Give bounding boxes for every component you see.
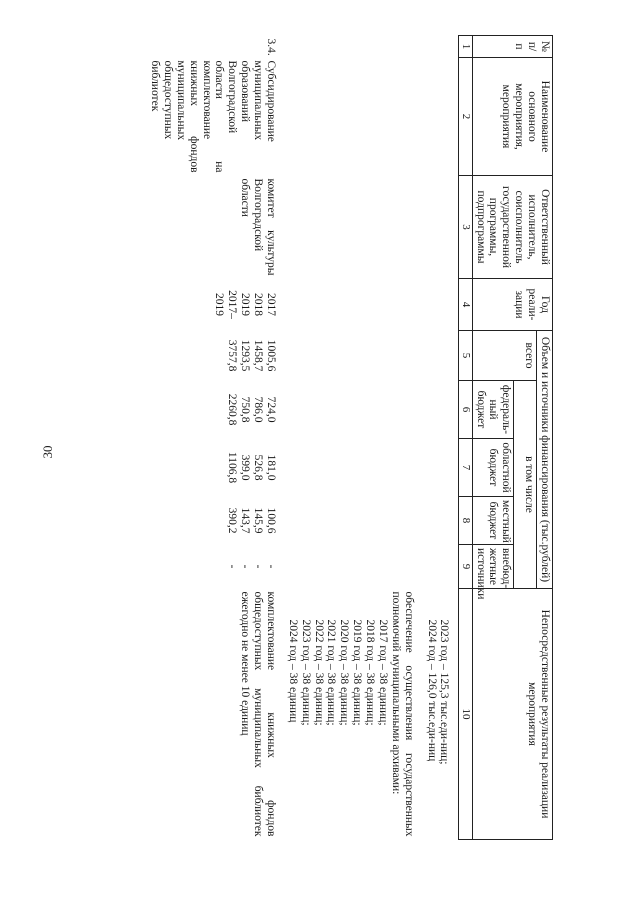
local-value: 143,7 bbox=[239, 507, 252, 534]
row-number: 3.4. bbox=[264, 38, 277, 56]
regional-cell bbox=[147, 439, 285, 497]
column-number-row bbox=[459, 36, 472, 840]
responsible-executor: комитет культуры Волгоградской области bbox=[239, 178, 277, 276]
results-continuation bbox=[285, 589, 459, 840]
federal-value: 786,0 bbox=[252, 396, 265, 423]
header-local: местный бюджет bbox=[472, 497, 514, 545]
table-row-3-4 bbox=[147, 36, 285, 840]
local-value: 390,2 bbox=[226, 507, 239, 534]
total-cell bbox=[147, 331, 285, 381]
federal-value: 724,0 bbox=[264, 396, 277, 423]
regional-value: 399,0 bbox=[239, 454, 252, 481]
header-federal: федераль-ный бюджет bbox=[472, 381, 514, 439]
regional-value: 526,8 bbox=[252, 454, 265, 481]
total-value: 1005,6 bbox=[264, 339, 277, 372]
archive-intro: обеспечение осуществления государственных полномочий муниципальными архивами: bbox=[389, 591, 415, 837]
header-year: Год реали-зации bbox=[472, 279, 552, 331]
column-number: 7 bbox=[459, 439, 472, 497]
federal-value: 2260,8 bbox=[226, 393, 239, 426]
archive-year: 2020 год – 38 единиц; bbox=[338, 619, 351, 726]
table-row-continuation bbox=[285, 36, 459, 840]
results-line: 2024 год – 126,0 тыс.еди-ниц bbox=[425, 619, 438, 762]
regional-value: 181,0 bbox=[264, 454, 277, 481]
header-total: всего bbox=[472, 331, 536, 381]
total-value: 1293,5 bbox=[239, 339, 252, 372]
federal-value: 750,8 bbox=[239, 396, 252, 423]
extra-value: - bbox=[226, 564, 239, 569]
local-cell bbox=[147, 497, 285, 545]
header-extra: внебюд-жетные источники bbox=[472, 545, 514, 589]
page-number: 30 bbox=[40, 445, 55, 459]
extra-cell bbox=[147, 545, 285, 589]
header-name: Наименование основного мероприятия, мероприятия bbox=[472, 58, 552, 176]
extra-value: - bbox=[264, 564, 277, 569]
local-value: 145,9 bbox=[252, 507, 265, 534]
column-number: 5 bbox=[459, 331, 472, 381]
year-value: 2017 bbox=[264, 293, 277, 316]
archive-year: 2018 год – 38 единиц; bbox=[364, 619, 377, 726]
years-cell bbox=[147, 279, 285, 331]
federal-cell bbox=[147, 381, 285, 439]
column-number: 6 bbox=[459, 381, 472, 439]
header-including: в том числе bbox=[514, 381, 537, 589]
year-value: 2018 bbox=[252, 293, 265, 316]
total-value: 1458,7 bbox=[252, 339, 265, 372]
column-number: 10 bbox=[459, 589, 472, 840]
header-executor: Ответственный исполнитель, соисполнитель государственной программы, подпрограммы bbox=[472, 176, 552, 279]
measure-name: Субсидирование муниципальных образований Волгоградской области на комплектование книжных фондов муниципальных общедоступных библиотек bbox=[149, 60, 277, 173]
header-funding: Объем и источники финансирования (тыс.рублей) bbox=[537, 331, 553, 589]
local-value: 100,6 bbox=[264, 507, 277, 534]
header-regional: областной бюджет bbox=[472, 439, 514, 497]
archive-year: 2019 год – 38 единиц; bbox=[351, 619, 364, 726]
extra-value: - bbox=[252, 564, 265, 569]
measure-result: комплектование книжных фондов общедоступных муниципальных библиотек ежегодно не менее 10 единиц bbox=[239, 591, 277, 837]
header-results: Непосредственные результаты реализации мероприятия bbox=[472, 589, 552, 840]
regional-value: 1106,8 bbox=[226, 451, 239, 484]
archive-year: 2022 год – 38 единиц; bbox=[312, 619, 325, 726]
column-number: 4 bbox=[459, 279, 472, 331]
archive-year: 2021 год – 38 единиц; bbox=[325, 619, 338, 726]
results-line: 2023 год – 125,3 тыс.еди-ниц; bbox=[438, 619, 451, 765]
column-number: 8 bbox=[459, 497, 472, 545]
year-value: 2019 bbox=[239, 293, 252, 316]
column-number: 9 bbox=[459, 545, 472, 589]
archive-year: 2024 год – 38 единиц bbox=[286, 619, 299, 723]
funding-table bbox=[147, 35, 553, 840]
year-value: 2017–2019 bbox=[213, 290, 239, 319]
archive-year: 2017 год – 38 единиц; bbox=[376, 619, 389, 726]
archive-year: 2023 год – 38 единиц; bbox=[299, 619, 312, 726]
total-value: 3757,8 bbox=[226, 339, 239, 372]
column-number: 3 bbox=[459, 176, 472, 279]
extra-value: - bbox=[239, 564, 252, 569]
column-number: 1 bbox=[459, 36, 472, 58]
column-number: 2 bbox=[459, 58, 472, 176]
header-num: № п/п bbox=[472, 36, 552, 58]
